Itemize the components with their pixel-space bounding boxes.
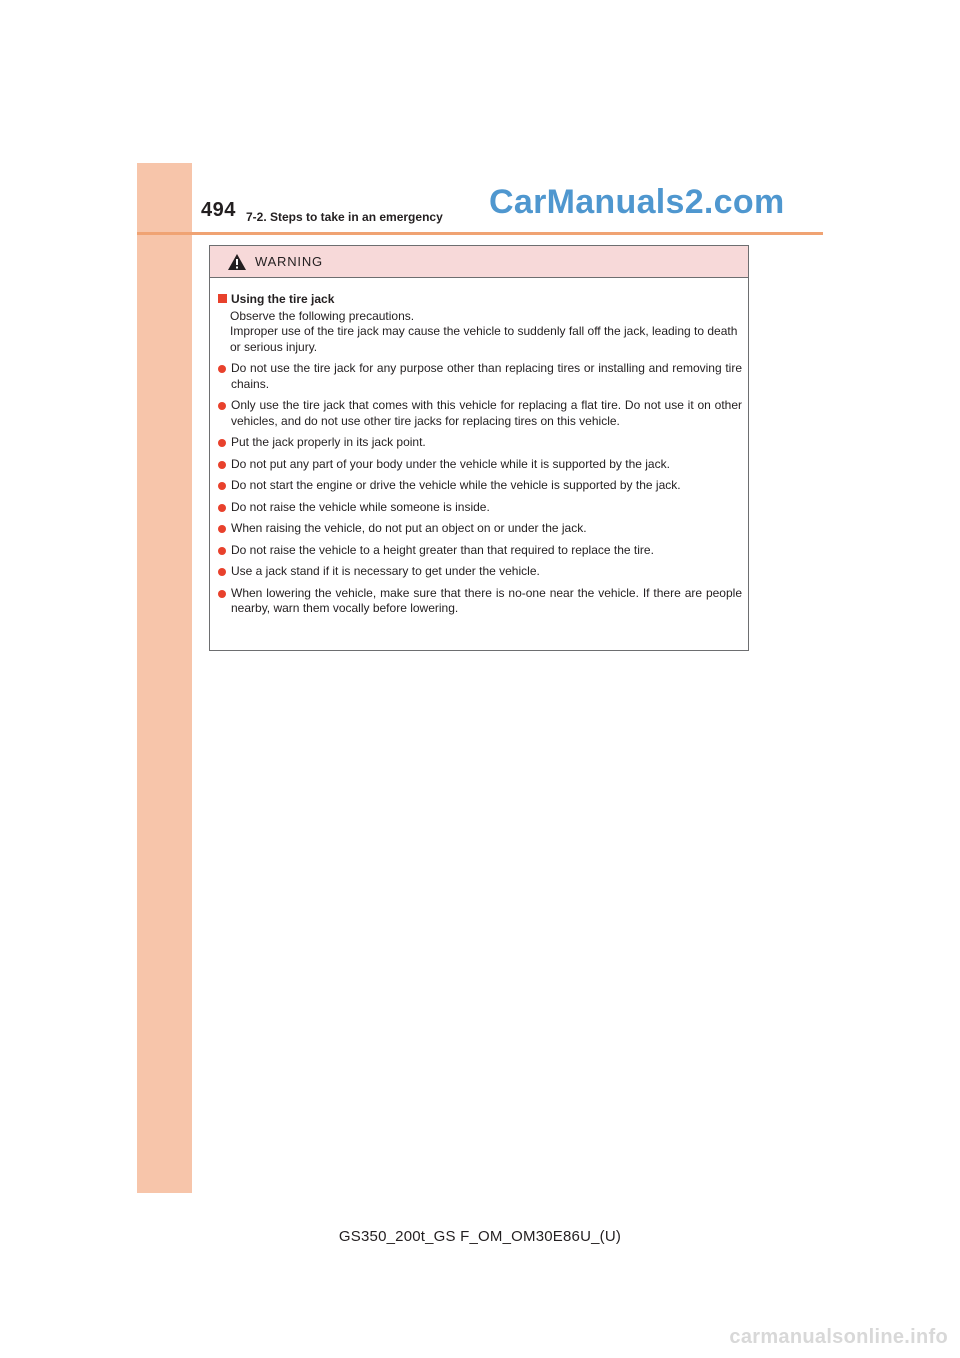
bullet-dot-icon [218,461,226,469]
bullet-dot-icon [218,365,226,373]
warning-title: WARNING [255,254,323,269]
list-item [218,457,742,473]
list-item-text: Use a jack stand if it is necessary to get under the vehicle. [231,564,540,578]
list-item-text: Only use the tire jack that comes with this vehicle for replacing a flat tire. Do not use it on other vehicles, and do not use other tire jacks for replacing tires on this vehicle. [231,398,742,428]
warning-header [210,246,748,278]
list-item [218,500,742,516]
footer-watermark: carmanualsonline.info [729,1326,948,1348]
page-number: 494 [201,199,236,221]
list-item-text: Do not use the tire jack for any purpose other than replacing tires or installing and removing tire chains. [231,361,742,391]
bullet-dot-icon [218,590,226,598]
list-item-text: When lowering the vehicle, make sure that there is no-one near the vehicle. If there are people nearby, warn them vocally before lowering. [231,585,742,615]
list-item [218,543,742,559]
bullet-dot-icon [218,525,226,533]
list-item [218,361,742,392]
warning-box [209,245,749,651]
bullet-dot-icon [218,504,226,512]
section-title: 7-2. Steps to take in an emergency [246,210,443,224]
bullet-dot-icon [218,568,226,576]
list-item [218,398,742,429]
bullet-dot-icon [218,402,226,410]
subheading-text: Using the tire jack [231,292,335,306]
list-item-text: Do not start the engine or drive the vehicle while the vehicle is supported by the jack. [231,478,681,492]
list-item [218,521,742,537]
list-item-text: Put the jack properly in its jack point. [231,435,426,449]
list-item [218,478,742,494]
chapter-side-tab [137,163,192,1193]
intro-line: Improper use of the tire jack may cause the vehicle to suddenly fall off the jack, leading to death or serious injury. [230,324,738,354]
warning-body [210,278,748,617]
warning-subheading [218,292,742,308]
warning-intro [230,309,742,356]
list-item-text: Do not raise the vehicle to a height greater than that required to replace the tire. [231,542,654,557]
header-rule [137,232,823,235]
list-item-text: Do not put any part of your body under the vehicle while it is supported by the jack. [231,456,670,471]
document-code: GS350_200t_GS F_OM_OM30E86U_(U) [338,1228,622,1245]
list-item-text: When raising the vehicle, do not put an object on or under the jack. [231,521,587,535]
bullet-dot-icon [218,482,226,490]
square-bullet-icon [218,294,227,303]
intro-line: Observe the following precautions. [230,308,415,323]
bullet-dot-icon [218,439,226,447]
list-item-text: Do not raise the vehicle while someone is inside. [231,499,490,514]
precaution-list [218,361,742,617]
list-item [218,435,742,451]
bullet-dot-icon [218,547,226,555]
warning-triangle-icon [227,253,247,271]
list-item [218,564,742,580]
list-item [218,586,742,617]
watermark-logo: CarManuals2.com [489,183,785,221]
